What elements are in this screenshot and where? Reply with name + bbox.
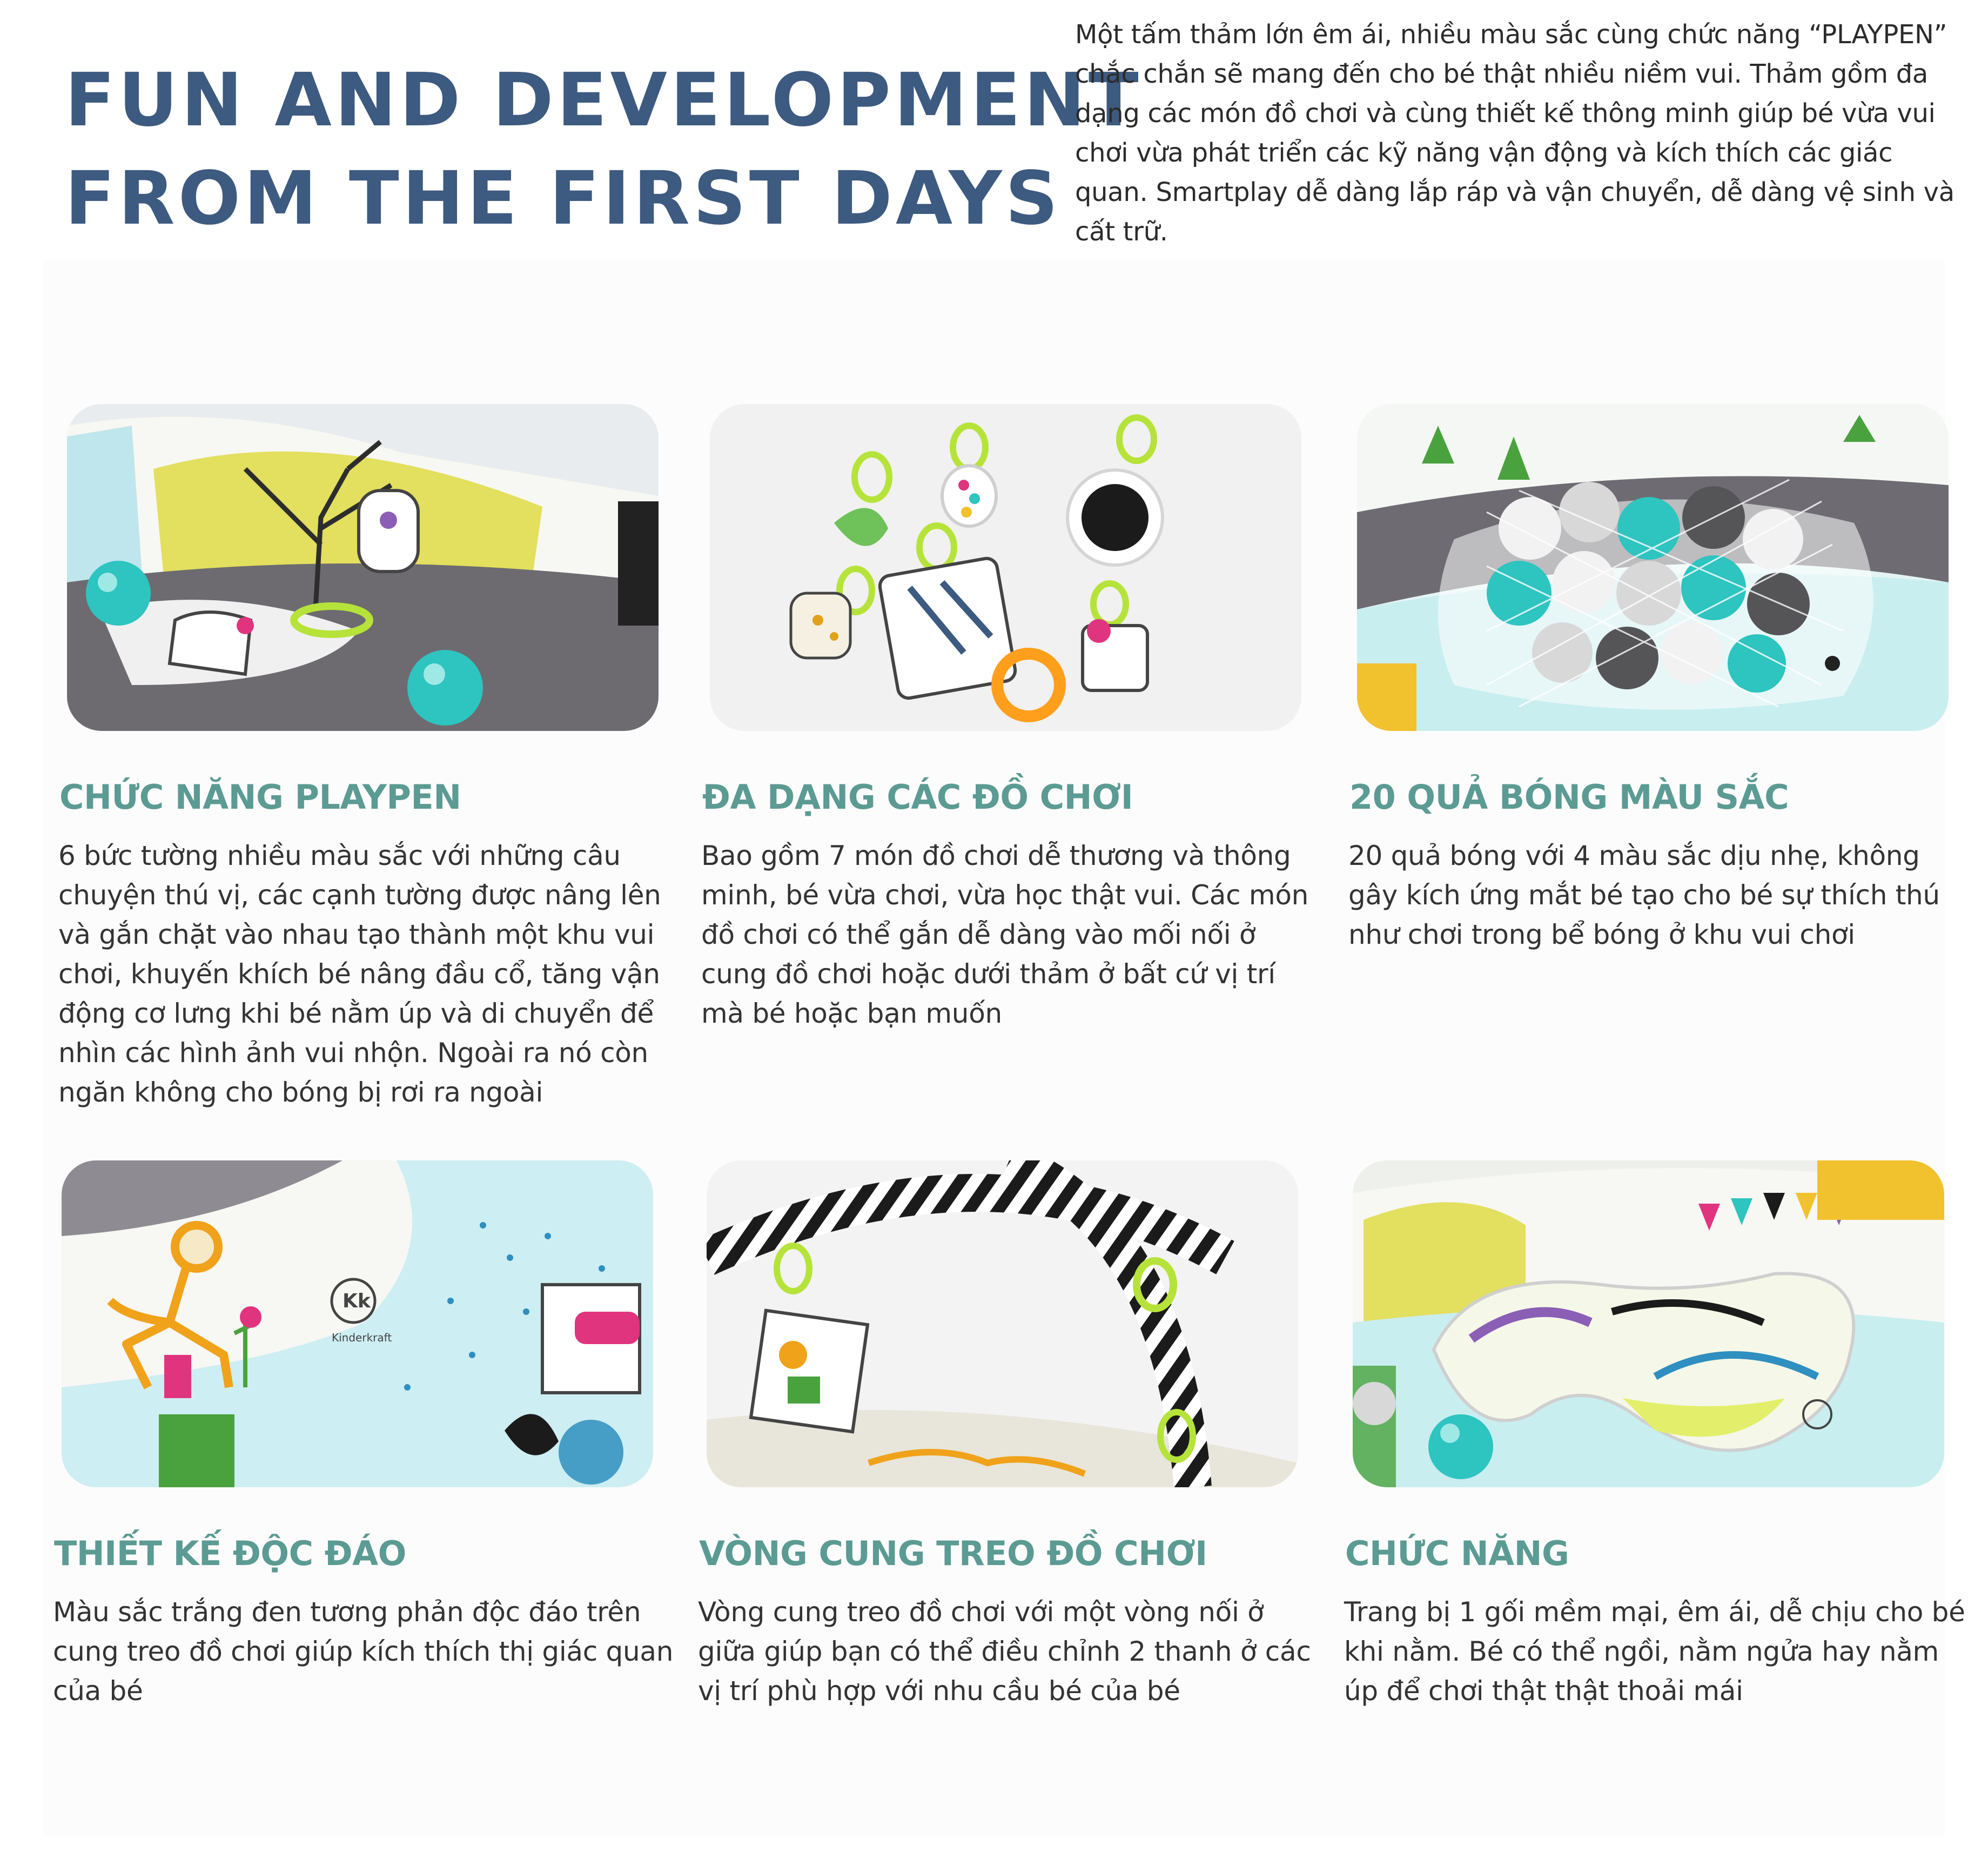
feature-title: THIẾT KẾ ĐỘC ĐÁO — [54, 1534, 406, 1573]
feature-title: VÒNG CUNG TREO ĐỒ CHƠI — [699, 1534, 1207, 1573]
balls-photo — [1357, 404, 1949, 731]
feature-description: 20 quả bóng với 4 màu sắc dịu nhẹ, không gây kích ứng mắt bé tạo cho bé sự thích thú như chơi trong bể bóng ở khu vui chơi — [1348, 840, 1940, 950]
design-illustration — [62, 1160, 653, 1487]
page-headline — [65, 51, 1142, 248]
feature-description: Màu sắc trắng đen tương phản độc đáo trên cung treo đồ chơi giúp kích thích thị giác quan của bé — [53, 1596, 674, 1707]
headline-line-2: FROM THE FIRST DAYS — [65, 156, 1062, 241]
feature-card-balls — [1348, 404, 1988, 950]
brand-name: Kinderkraft — [332, 1331, 392, 1344]
feature-description: Bao gồm 7 món đồ chơi dễ thương và thông minh, bé vừa chơi, vừa học thật vui. Các món đồ chơi có thể gắn dễ dàng vào mối nối ở cung đồ chơi hoặc dưới thảm ở bất cứ vị trí mà bé hoặc bạn muốn — [701, 840, 1309, 1029]
feature-card-arch — [698, 1160, 1349, 1707]
feature-title: ĐA DẠNG CÁC ĐỒ CHƠI — [702, 777, 1133, 817]
feature-title: 20 QUẢ BÓNG MÀU SẮC — [1349, 777, 1789, 817]
playpen-photo — [67, 404, 659, 731]
toys-photo — [710, 404, 1301, 731]
feature-description: Trang bị 1 gối mềm mại, êm ái, dễ chịu cho bé khi nằm. Bé có thể ngồi, nằm ngửa hay nằm úp để chơi thật thật thoải mái — [1344, 1596, 1965, 1707]
feature-title: CHỨC NĂNG PLAYPEN — [59, 777, 461, 817]
playpen-illustration — [67, 404, 659, 731]
arch-illustration — [707, 1160, 1298, 1487]
balls-illustration — [1357, 404, 1949, 731]
feature-card-playpen — [58, 404, 710, 1108]
arch-photo — [707, 1160, 1298, 1487]
intro-paragraph: Một tấm thảm lớn êm ái, nhiều màu sắc cùng chức năng “PLAYPEN” chắc chắn sẽ mang đến cho bé thật nhiều niềm vui. Thảm gồm đa dạng các món đồ chơi và cùng thiết kế thông minh giúp bé vừa vui chơi vừa phát triển các kỹ năng vận động và kích thích các giác quan. Smartplay dễ dàng lắp ráp và vận chuyển, dễ dàng vệ sinh và cất trữ. — [1075, 19, 1955, 247]
brand-mark: Kk — [342, 1290, 371, 1312]
headline-line-1: FUN AND DEVELOPMENT — [65, 58, 1142, 143]
feature-description: Vòng cung treo đồ chơi với một vòng nối ở giữa giúp bạn có thể điều chỉnh 2 thanh ở các vị trí phù hợp với nhu cầu bé của bé — [698, 1596, 1311, 1707]
design-photo — [62, 1160, 653, 1487]
feature-card-pillow — [1344, 1160, 1988, 1707]
feature-card-toys — [701, 404, 1353, 1029]
feature-description: 6 bức tường nhiều màu sắc với những câu chuyện thú vị, các cạnh tường được nâng lên và gắn chặt vào nhau tạo thành một khu vui chơi, khuyến khích bé nâng đầu cổ, tăng vận động cơ lưng khi bé nằm úp và di chuyển để nhìn các hình ảnh vui nhộn. Ngoài ra nó còn ngăn không cho bóng bị rơi ra ngoài — [58, 840, 661, 1108]
feature-card-design — [53, 1160, 704, 1707]
feature-title: CHỨC NĂNG — [1345, 1534, 1569, 1573]
pillow-illustration — [1353, 1160, 1944, 1487]
toys-illustration — [710, 404, 1301, 731]
pillow-photo — [1353, 1160, 1944, 1487]
